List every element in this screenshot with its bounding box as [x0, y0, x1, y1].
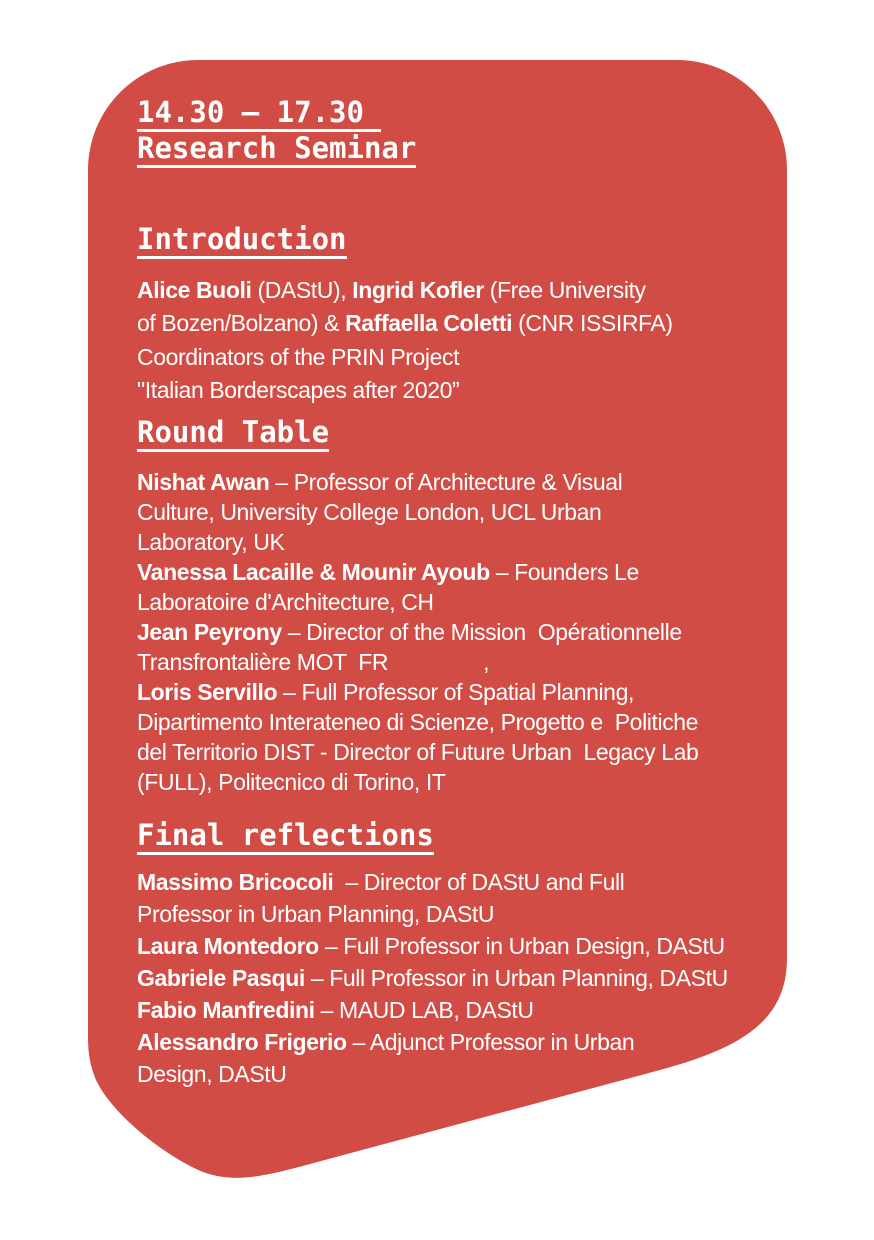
person-name: Fabio Manfredini	[137, 997, 315, 1023]
text-segment: of Bozen/Bolzano) &	[137, 310, 346, 337]
text-line	[137, 767, 698, 797]
text-segment: ,	[483, 649, 490, 675]
person-name: Jean Peyrony	[137, 619, 282, 645]
text-line	[137, 374, 673, 407]
seminar-title-line	[137, 131, 416, 167]
person-name: Loris Servillo	[137, 679, 278, 705]
text-segment: – Full Professor in Urban Design, DAStU	[318, 933, 725, 959]
text-line	[137, 307, 673, 340]
text-segment: – Founders Le	[489, 559, 639, 585]
person-name: Laura Montedoro	[137, 933, 319, 959]
text-line	[137, 866, 728, 898]
person-name: Raffaella Coletti	[345, 310, 513, 337]
text-segment: Laboratoire d'Architecture, CH	[137, 589, 434, 615]
text-segment: Laboratory, UK	[137, 529, 285, 555]
text-segment: Dipartimento Interateneo di Scienze, Progetto e Politiche	[137, 709, 699, 735]
text-line	[137, 274, 673, 307]
text-segment: – Full Professor of Spatial Planning,	[277, 679, 634, 705]
text-segment: (FULL), Politecnico di Torino, IT	[137, 769, 446, 795]
text-line	[137, 557, 698, 587]
text-segment: – Full Professor in Urban Planning, DAStU	[304, 965, 728, 991]
text-line	[137, 1026, 728, 1058]
text-segment: "Italian Borderscapes after 2020”	[137, 376, 460, 403]
person-name: Vanessa Lacaille & Mounir Ayoub	[137, 559, 490, 585]
seminar-time-line	[137, 95, 416, 131]
person-name: Alessandro Frigerio	[137, 1029, 347, 1055]
text-line	[137, 587, 698, 617]
text-segment: Design, DAStU	[137, 1061, 287, 1087]
text-line	[137, 497, 698, 527]
text-segment: del Territorio DIST - Director of Future Urban Legacy Lab	[137, 739, 699, 765]
text-segment: (DAStU),	[251, 277, 353, 303]
final-reflections-heading-block	[137, 818, 434, 854]
text-line	[137, 737, 698, 767]
text-line	[137, 677, 698, 707]
seminar-time-title	[137, 95, 416, 167]
text-segment: (Free University	[483, 277, 646, 303]
person-name: Massimo Bricocoli	[137, 869, 334, 895]
text-segment: – Professor of Architecture & Visual	[269, 469, 623, 495]
text-line	[137, 1058, 728, 1090]
text-segment: Coordinators of the PRIN Project	[137, 343, 460, 370]
text-segment: – MAUD LAB, DAStU	[314, 997, 534, 1023]
person-name: Gabriele Pasqui	[137, 965, 305, 991]
text-line	[137, 341, 673, 374]
person-name: Ingrid Kofler	[352, 277, 484, 303]
text-line	[137, 617, 698, 647]
text-line	[137, 707, 698, 737]
text-segment: (CNR ISSIRFA)	[512, 310, 673, 337]
introduction-heading: Introduction	[137, 222, 347, 259]
text-line	[137, 527, 698, 557]
text-segment: Transfrontalière MOT FR	[137, 649, 389, 675]
text-line	[137, 467, 698, 497]
final-reflections-heading: Final reflections	[137, 818, 434, 855]
text-segment: – Director of DAStU and Full	[333, 869, 625, 895]
seminar-title: Research Seminar	[137, 131, 416, 168]
round-table-heading: Round Table	[137, 415, 329, 452]
final-reflections-body	[137, 866, 728, 1090]
text-line	[137, 994, 728, 1026]
text-segment: – Director of the Mission Opérationnelle	[281, 619, 682, 645]
introduction-heading-block	[137, 222, 347, 258]
text-line	[137, 930, 728, 962]
text-segment: – Adjunct Professor in Urban	[346, 1029, 635, 1055]
introduction-body	[137, 274, 673, 407]
text-line	[137, 898, 728, 930]
text-segment: Culture, University College London, UCL Urban	[137, 499, 602, 525]
person-name: Alice Buoli	[137, 277, 252, 303]
text-line	[137, 962, 728, 994]
seminar-time: 14.30 — 17.30	[137, 95, 381, 132]
round-table-body	[137, 467, 698, 797]
person-name: Nishat Awan	[137, 469, 270, 495]
round-table-heading-block	[137, 415, 329, 451]
text-segment: Professor in Urban Planning, DAStU	[137, 901, 495, 927]
text-line	[137, 647, 698, 677]
